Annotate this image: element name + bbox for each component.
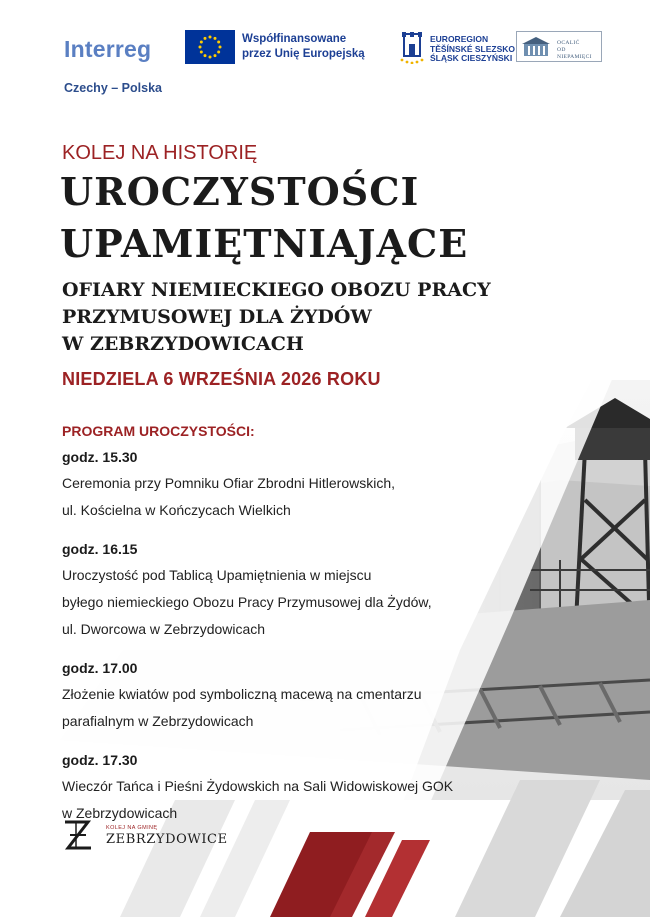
program-item-time: godz. 17.30	[62, 752, 138, 768]
eu-star	[209, 56, 212, 59]
program-item	[62, 538, 532, 643]
event-date: NIEDZIELA 6 WRZEŚNIA 2026 ROKU	[62, 369, 381, 389]
program-item	[62, 446, 532, 524]
program-item-time: godz. 16.15	[62, 541, 138, 557]
eu-star	[217, 51, 220, 54]
euroregion-tower-icon	[398, 30, 426, 64]
program-item	[62, 657, 532, 735]
program-item-description: Ceremonia przy Pomniku Ofiar Zbrodni Hitlerowskich, ul. Kościelna w Kończycach Wielkich	[62, 475, 395, 518]
eu-star	[209, 36, 212, 39]
eu-star	[200, 41, 203, 44]
page-title: UROCZYSTOŚCI UPAMIĘTNIAJĄCE	[60, 169, 469, 266]
footer-tagline: KOLEJ NA GMINĘ	[106, 825, 158, 831]
eu-cofinancing-label: Współfinansowane przez Unię Europejską	[242, 33, 365, 60]
eu-star	[199, 46, 202, 49]
eu-star	[200, 51, 203, 54]
program-item-description: Uroczystość pod Tablicą Upamiętnienia w miejscu byłego niemieckiego Obozu Pracy Przymusowej dla Żydów, ul. Dworcowa w Zebrzydowicach	[62, 567, 432, 637]
euroregion-label: EUROREGION TĚŠÍNSKÉ SLEZSKO ŚLĄSK CIESZYŃSKI	[430, 34, 516, 63]
program-heading: PROGRAM UROCZYSTOŚCI:	[62, 423, 255, 439]
eu-star	[204, 54, 207, 57]
eu-star	[204, 37, 207, 40]
eu-star	[214, 54, 217, 57]
program-list	[62, 446, 532, 841]
eu-star	[219, 46, 222, 49]
event-kicker: KOLEJ NA HISTORIĘ	[62, 142, 258, 164]
eu-flag-icon	[185, 30, 235, 64]
footer-brand: ZEBRZYDOWICE	[106, 832, 228, 847]
ocalic-od-niepamieci-logo: OCALIĆ OD NIEPAMIĘCI	[516, 31, 602, 62]
eu-star	[214, 37, 217, 40]
page-subtitle: OFIARY NIEMIECKIEGO OBOZU PRACY PRZYMUSOWEJ DLA ŻYDÓW W ZEBRZYDOWICACH	[62, 279, 491, 355]
program-item-description: Wieczór Tańca i Pieśni Żydowskich na Sali Widowiskowej GOK w Zebrzydowicach	[62, 778, 454, 821]
program-item-time: godz. 17.00	[62, 660, 138, 676]
interreg-logo: Interreg	[64, 36, 152, 62]
zebrzydowice-z-logo-icon	[62, 818, 94, 852]
program-item-description: Złożenie kwiatów pod symboliczną macewą na cmentarzu parafialnym w Zebrzydowicach	[62, 686, 422, 729]
program-item-time: godz. 15.30	[62, 449, 138, 465]
interreg-region-label: Czechy – Polska	[64, 81, 162, 95]
program-item	[62, 749, 532, 827]
eu-star	[217, 41, 220, 44]
memorial-building-icon	[522, 37, 550, 57]
